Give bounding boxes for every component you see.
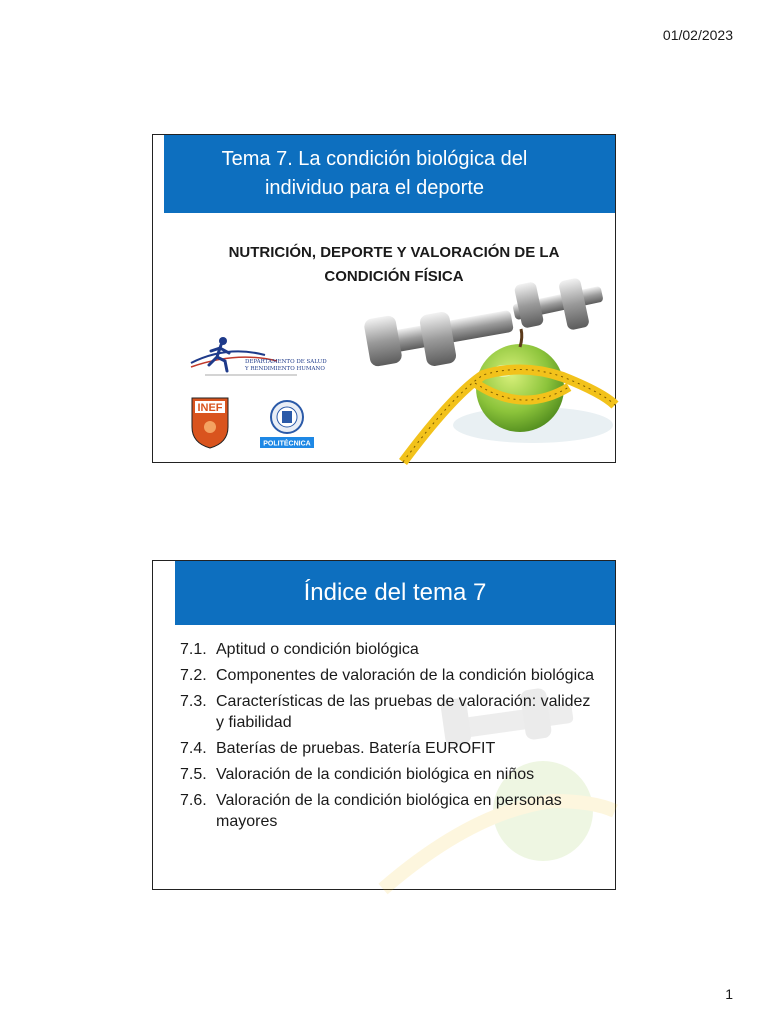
slide-title-bar [164, 135, 615, 213]
dept-logo-line1: DEPARTAMENTO DE SALUD [245, 359, 327, 365]
slide-title-line2: individuo para el deporte [264, 177, 485, 199]
item-text: Características de las pruebas de valoración: validez y fiabilidad [216, 693, 591, 731]
list-item [180, 639, 599, 660]
fitness-illustration [363, 275, 615, 462]
item-number: 7.6. [180, 792, 207, 809]
item-number: 7.4. [180, 740, 207, 757]
item-text: Aptitud o condición biológica [216, 641, 419, 658]
item-text: Baterías de pruebas. Batería EUROFIT [216, 740, 496, 757]
slide-title-line1: Tema 7. La condición biológica del [221, 148, 528, 170]
subtitle-line1: NUTRICIÓN, DEPORTE Y VALORACIÓN DE LA [228, 244, 560, 261]
item-number: 7.1. [180, 641, 207, 658]
inef-logo-text: INEF [197, 402, 223, 414]
item-text: Componentes de valoración de la condición biológica [216, 667, 595, 684]
list-item [180, 665, 599, 686]
page-number: 1 [725, 986, 733, 1002]
upm-logo [257, 397, 317, 451]
slide-index [152, 560, 616, 890]
department-logo [187, 331, 327, 381]
item-text: Valoración de la condición biológica en personas mayores [216, 792, 562, 830]
subtitle-line2: CONDICIÓN FÍSICA [324, 268, 464, 285]
item-number: 7.3. [180, 693, 207, 710]
list-item [180, 764, 599, 785]
list-item [180, 790, 599, 832]
dept-logo-line2: Y RENDIMIENTO HUMANO [245, 366, 325, 372]
item-text: Valoración de la condición biológica en niños [216, 766, 535, 783]
index-list [180, 639, 599, 837]
item-number: 7.2. [180, 667, 207, 684]
index-title: Índice del tema 7 [175, 561, 615, 625]
upm-logo-text: POLITÉCNICA [263, 440, 311, 448]
inef-logo [191, 397, 229, 449]
list-item [180, 691, 599, 733]
item-number: 7.5. [180, 766, 207, 783]
print-date: 01/02/2023 [662, 27, 733, 43]
list-item [180, 738, 599, 759]
slide-title [152, 134, 616, 463]
